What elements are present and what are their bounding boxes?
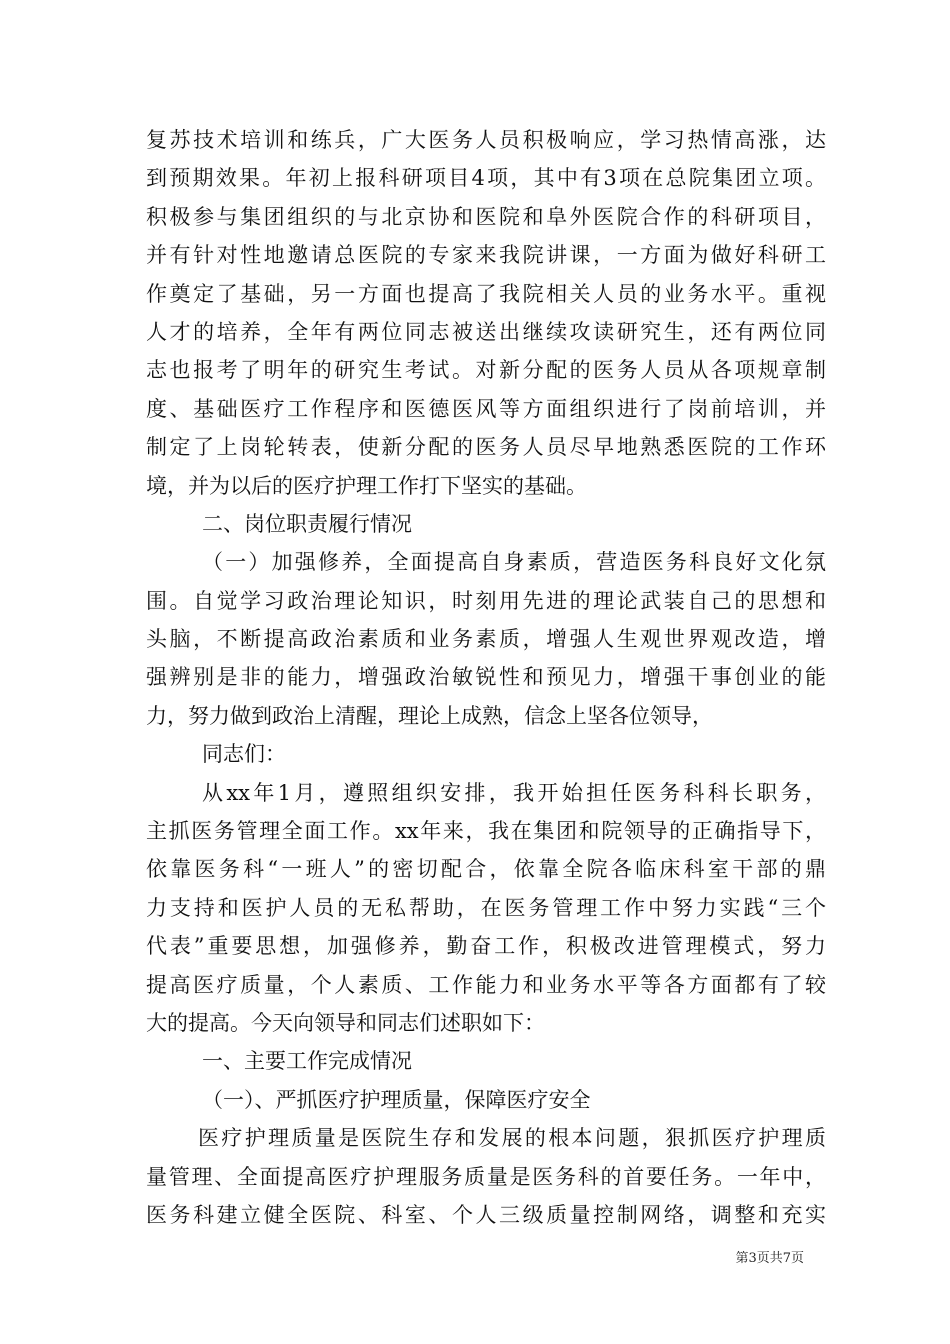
text-line: 复苏技术培训和练兵，广大医务人员积极响应，学习热情高涨，达 <box>146 128 826 152</box>
text-line: 量管理、全面提高医疗护理服务质量是医务科的首要任务。一年中， <box>146 1164 826 1189</box>
section-heading: 一、主要工作完成情况 <box>202 1049 412 1074</box>
text-line: 大的提高。今天向领导和同志们述职如下： <box>146 1010 545 1035</box>
text-line: 头脑，不断提高政治素质和业务素质，增强人生观世界观改造，增 <box>146 627 826 652</box>
text-line: 志也报考了明年的研究生考试。对新分配的医务人员从各项规章制 <box>146 358 826 383</box>
salutation: 同志们： <box>202 742 286 767</box>
document-body <box>146 121 826 1234</box>
text-line: 力支持和医护人员的无私帮助，在医务管理工作中努力实践“三个 <box>146 895 826 920</box>
page-number: 第3页共7页 <box>735 1251 804 1266</box>
text-line: 从xx年1月，遵照组织安排，我开始担任医务科科长职务， <box>202 780 826 805</box>
text-line: 依靠医务科“一班人”的密切配合，依靠全院各临床科室干部的鼎 <box>146 857 826 882</box>
text-line: 人才的培养，全年有两位同志被送出继续攻读研究生，还有两位同 <box>146 319 826 344</box>
text-line: 医疗护理质量是医院生存和发展的根本问题，狠抓医疗护理质 <box>198 1126 826 1151</box>
text-line: 围。自觉学习政治理论知识，时刻用先进的理论武装自己的思想和 <box>146 588 826 613</box>
subsection-heading: （一）、严抓医疗护理质量，保障医疗安全 <box>202 1087 591 1112</box>
text-line: 境，并为以后的医疗护理工作打下坚实的基础。 <box>146 473 587 498</box>
text-line: 度、基础医疗工作程序和医德医风等方面组织进行了岗前培训，并 <box>146 396 826 421</box>
text-line: 到预期效果。年初上报科研项目4项，其中有3项在总院集团立项。 <box>146 166 826 191</box>
text-line: 力，努力做到政治上清醒，理论上成熟，信念上坚各位领导， <box>146 703 713 728</box>
text-line: 积极参与集团组织的与北京协和医院和阜外医院合作的科研项目， <box>146 204 826 229</box>
text-line: 作奠定了基础，另一方面也提高了我院相关人员的业务水平。重视 <box>146 281 826 306</box>
text-line: 制定了上岗轮转表，使新分配的医务人员尽早地熟悉医院的工作环 <box>146 435 826 460</box>
text-line: 强辨别是非的能力，增强政治敏锐性和预见力，增强干事创业的能 <box>146 665 826 690</box>
text-line: 提高医疗质量，个人素质、工作能力和业务水平等各方面都有了较 <box>146 972 826 997</box>
text-line: 主抓医务管理全面工作。xx年来，我在集团和院领导的正确指导下， <box>146 819 826 844</box>
section-heading: 二、岗位职责履行情况 <box>202 511 412 536</box>
text-line: 并有针对性地邀请总医院的专家来我院讲课，一方面为做好科研工 <box>146 243 826 268</box>
text-line: （一）加强修养，全面提高自身素质，营造医务科良好文化氛 <box>202 550 826 575</box>
text-line: 医务科建立健全医院、科室、个人三级质量控制网络，调整和充实 <box>146 1202 826 1227</box>
text-line: 代表”重要思想，加强修养，勤奋工作，积极改进管理模式，努力 <box>146 934 826 959</box>
